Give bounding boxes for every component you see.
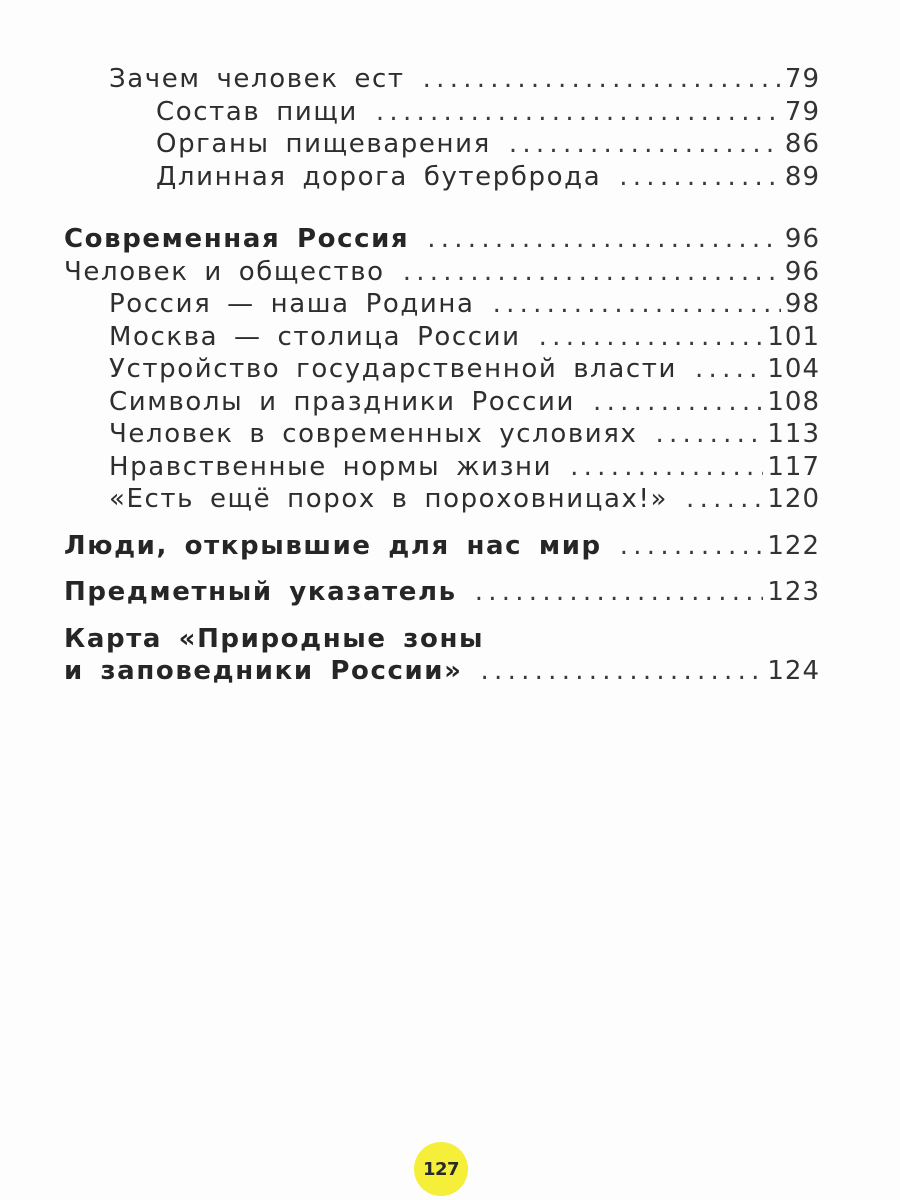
table-of-contents [64, 64, 820, 689]
dot-leader [593, 387, 763, 417]
dot-leader [427, 224, 781, 254]
toc-entry-page: 101 [767, 321, 820, 352]
toc-section-heading[interactable] [64, 224, 820, 257]
dot-leader [570, 452, 763, 482]
toc-section-heading[interactable] [64, 577, 820, 610]
toc-entry-page: 96 [784, 224, 820, 254]
toc-entry[interactable] [64, 354, 820, 387]
toc-entry-page: 96 [784, 256, 820, 287]
toc-entry-title: Предметный указатель [64, 577, 457, 607]
toc-entry[interactable] [64, 64, 820, 97]
toc-entry[interactable] [64, 322, 820, 355]
toc-entry-title: Нравственные нормы жизни [109, 451, 553, 482]
toc-entry-page: 86 [784, 129, 820, 159]
toc-entry-title: Символы и праздники России [109, 386, 576, 417]
dot-leader [481, 656, 764, 686]
section-gap [64, 194, 820, 224]
toc-entry[interactable] [64, 162, 820, 195]
section-gap [64, 610, 820, 624]
toc-entry-page: 98 [784, 289, 820, 319]
toc-entry-title: Человек в современных условиях [109, 419, 638, 449]
dot-leader [619, 162, 781, 192]
toc-entry-page: 120 [767, 484, 820, 514]
toc-entry[interactable] [64, 257, 820, 290]
toc-entry[interactable] [64, 452, 820, 485]
dot-leader [509, 129, 781, 159]
page-number: 127 [422, 1158, 460, 1180]
toc-entry-title-line1[interactable]: Карта «Природные зоны [64, 623, 485, 654]
toc-entry-page: 124 [767, 656, 820, 686]
toc-entry-page: 104 [767, 354, 820, 384]
toc-entry-page: 79 [784, 96, 820, 127]
dot-leader [475, 577, 764, 607]
dot-leader [695, 354, 763, 384]
toc-entry-page: 117 [767, 451, 820, 482]
toc-entry[interactable] [64, 387, 820, 420]
toc-entry-page: 89 [784, 161, 820, 192]
dot-leader [423, 64, 781, 94]
toc-entry-title: Состав пищи [156, 96, 358, 127]
toc-entry-page: 79 [784, 64, 820, 94]
toc-entry-page: 122 [767, 530, 820, 561]
dot-leader [656, 419, 764, 449]
toc-entry[interactable] [64, 289, 820, 322]
toc-entry-title-line2: и заповедники России» [64, 656, 463, 686]
toc-entry-title: Россия — наша Родина [109, 289, 475, 319]
dot-leader [686, 484, 763, 514]
toc-entry-page: 108 [767, 386, 820, 417]
toc-entry[interactable] [64, 97, 820, 130]
dot-leader [403, 257, 781, 287]
toc-entry-title: Зачем человек ест [109, 64, 405, 94]
toc-entry-title: Москва — столица России [109, 321, 521, 352]
section-gap [64, 563, 820, 577]
toc-entry-title: Органы пищеварения [156, 129, 491, 159]
toc-entry-title: Люди, открывшие для нас мир [64, 530, 602, 561]
page-number-badge [414, 1142, 468, 1196]
toc-entry-title: Человек и общество [64, 256, 385, 287]
toc-entry[interactable] [64, 129, 820, 162]
toc-entry[interactable] [64, 484, 820, 517]
toc-entry-title: Устройство государственной власти [109, 354, 678, 384]
toc-section-heading[interactable] [64, 531, 820, 564]
toc-entry[interactable] [64, 419, 820, 452]
toc-entry-page: 113 [767, 419, 820, 449]
section-gap [64, 517, 820, 531]
dot-leader [376, 97, 781, 127]
toc-entry-title: Длинная дорога бутерброда [156, 161, 602, 192]
toc-entry-title: Современная Россия [64, 224, 410, 254]
toc-entry-title: «Есть ещё порох в пороховницах!» [109, 484, 669, 514]
dot-leader [620, 531, 764, 561]
toc-entry-page: 123 [767, 577, 820, 607]
dot-leader [493, 289, 781, 319]
toc-section-heading[interactable] [64, 656, 820, 689]
dot-leader [539, 322, 764, 352]
